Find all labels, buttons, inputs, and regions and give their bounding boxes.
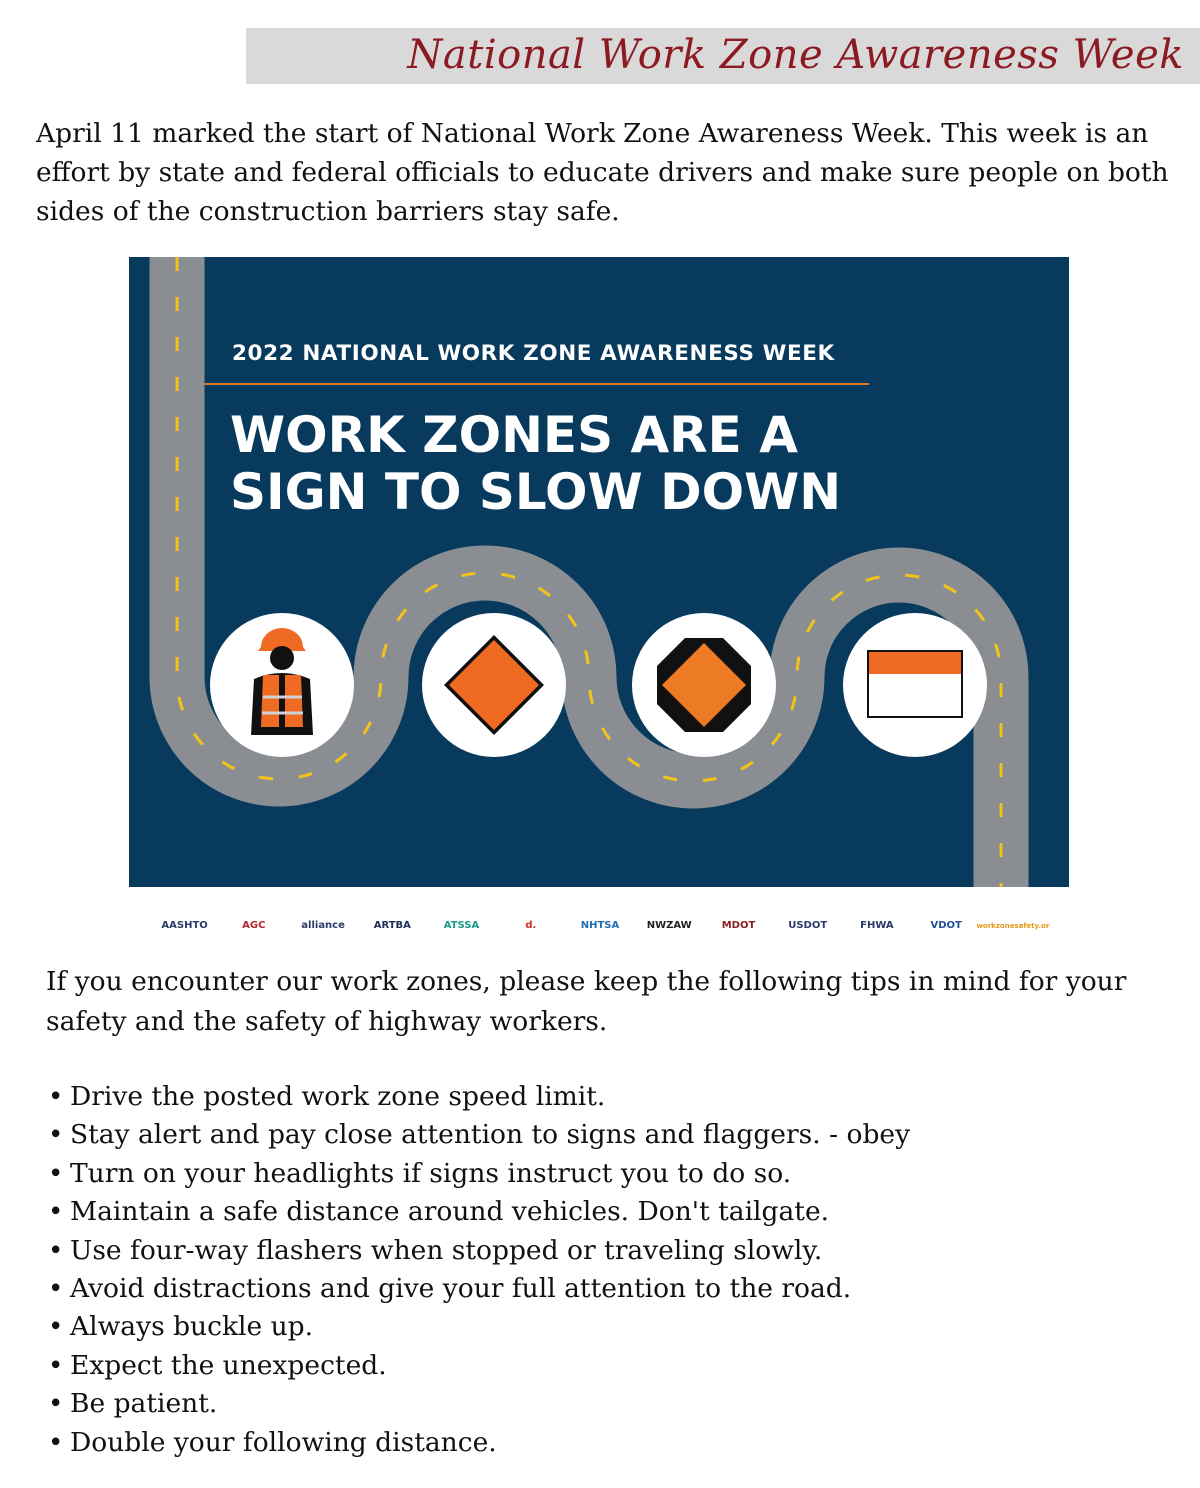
tip-item <box>46 1308 1166 1346</box>
sponsor-logo: VDOT <box>930 920 962 931</box>
title-banner <box>246 28 1200 84</box>
sponsor-logo: ARTBA <box>373 920 411 931</box>
tip-text: Drive the posted work zone speed limit. <box>70 1081 606 1112</box>
bullet-marker: • <box>48 1235 64 1266</box>
sponsor-logo: NWZAW <box>646 920 692 931</box>
tip-item <box>46 1347 1166 1385</box>
page-title: National Work Zone Awareness Week <box>407 32 1184 78</box>
tip-item <box>46 1232 1166 1270</box>
tip-text: Be patient. <box>70 1388 218 1420</box>
sponsor-logo: FHWA <box>860 920 894 931</box>
tip-item <box>46 1193 1166 1231</box>
tip-text: Always buckle up. <box>70 1311 314 1343</box>
bullet-marker: • <box>48 1350 64 1381</box>
tip-item <box>46 1385 1166 1423</box>
sponsor-logo: AASHTO <box>161 920 208 931</box>
sponsor-logo: MDOT <box>721 920 756 931</box>
sponsor-logo: ATSSA <box>443 920 480 931</box>
tip-item <box>46 1424 1166 1462</box>
bullet-marker: • <box>48 1274 64 1305</box>
diamond-sign-icon <box>422 613 566 757</box>
sponsor-logos <box>150 905 1050 945</box>
bullet-marker: • <box>48 1120 64 1151</box>
tip-text: Maintain a safe distance around vehicles. Don't tailgate. <box>70 1196 830 1228</box>
bullet-marker: • <box>48 1082 64 1112</box>
sponsor-logo: workzonesafety.org <box>976 922 1050 930</box>
worker-icon <box>210 613 354 757</box>
flag-panel-sign-icon <box>843 613 987 757</box>
bullet-marker: • <box>48 1197 64 1228</box>
tip-text: Stay alert and pay close attention to signs and flaggers. - obey <box>70 1119 911 1151</box>
tip-text: Turn on your headlights if signs instruct you to do so. <box>70 1157 792 1189</box>
poster-kicker: 2022 NATIONAL WORK ZONE AWARENESS WEEK <box>232 341 835 366</box>
tip-item <box>46 1116 1166 1154</box>
octagon-sign-icon <box>632 613 776 757</box>
sponsor-logo: NHTSA <box>580 920 620 931</box>
bullet-marker: • <box>48 1312 64 1343</box>
poster-headline-line2: SIGN TO SLOW DOWN <box>230 463 842 521</box>
tip-text: Avoid distractions and give your full attention to the road. <box>70 1273 852 1305</box>
tip-item <box>46 1078 1166 1116</box>
tip-item <box>46 1155 1166 1193</box>
poster-graphic <box>129 257 1069 887</box>
bullet-marker: • <box>48 1158 64 1189</box>
awareness-week-poster <box>129 257 1069 887</box>
sponsor-logo: d. <box>525 920 537 931</box>
bullet-marker: • <box>48 1389 64 1420</box>
bullet-marker: • <box>48 1427 64 1458</box>
tips-intro: If you encounter our work zones, please keep the following tips in mind for your safety and the safety of highway workers. <box>46 966 1127 1037</box>
tip-text: Use four-way flashers when stopped or traveling slowly. <box>70 1234 823 1266</box>
sponsor-logo-strip <box>150 905 1050 945</box>
sponsor-logo: USDOT <box>788 920 828 931</box>
tip-item <box>46 1270 1166 1308</box>
sponsor-logo: AGC <box>242 920 266 931</box>
tips-list <box>46 1078 1166 1462</box>
poster-headline-line1: WORK ZONES ARE A <box>230 406 798 464</box>
intro-paragraph: April 11 marked the start of National Work Zone Awareness Week. This week is an effort by state and federal officials to educate drivers and make sure people on both sides of the construction barriers stay safe. <box>36 118 1169 227</box>
sponsor-logo: alliance <box>301 920 345 931</box>
tip-text: Double your following distance. <box>70 1426 497 1458</box>
tip-text: Expect the unexpected. <box>70 1349 387 1381</box>
